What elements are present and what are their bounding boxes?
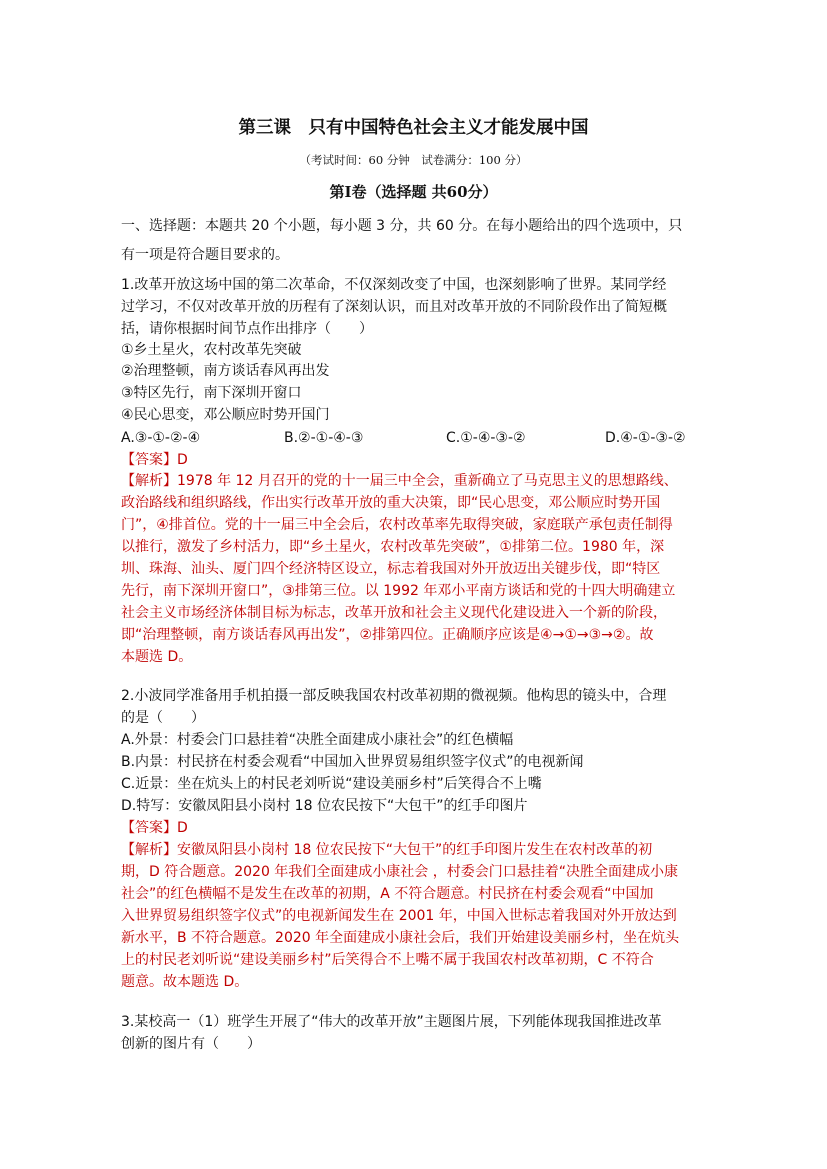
q2-analysis-line: 社会”的红色横幅不是发生在改革的初期，A 不符合题意。村民挤在村委会观看“中国加	[121, 886, 654, 902]
q1-analysis-line: 【解析】1978 年 12 月召开的党的十一届三中全会，重新确立了马克思主义的思想路线、	[121, 473, 678, 489]
q2-analysis-line: 【解析】安徽凤阳县小岗村 18 位农民按下“大包干”的红手印图片发生在农村改革的初	[121, 842, 653, 858]
q2-stem-line: 2.小波同学准备用手机拍摄一部反映我国农村改革初期的微视频。他构思的镜头中，合理	[121, 688, 667, 704]
q2-option-b: B.内景：村民挤在村委会观看“中国加入世界贸易组织签字仪式”的电视新闻	[121, 754, 584, 770]
q2-stem-line: 的是（ ）	[121, 710, 205, 726]
q1-analysis-line: 本题选 D。	[121, 649, 193, 665]
q1-option-b: B.②-①-④-③	[284, 430, 364, 446]
q1-stem-line: 1.改革开放这场中国的第二次革命，不仅深刻改变了中国，也深刻影响了世界。某同学经	[121, 277, 667, 293]
q1-option-d: D.④-①-③-②	[605, 430, 686, 446]
q3-stem-line: 创新的图片有（ ）	[121, 1036, 261, 1052]
q1-stem-line: 过学习，不仅对改革开放的历程有了深刻认识，而且对改革开放的不同阶段作出了简短概	[121, 299, 667, 315]
q1-answer: 【答案】D	[121, 452, 188, 468]
q1-item: ②治理整顿，南方谈话春风再出发	[121, 363, 330, 379]
q1-item: ③特区先行，南下深圳开窗口	[121, 385, 302, 401]
q1-item: ④民心思变，邓公顺应时势开国门	[121, 407, 330, 423]
q2-option-d: D.特写：安徽凤阳县小岗村 18 位农民按下“大包干”的红手印图片	[121, 798, 528, 814]
instruction-line: 有一项是符合题目要求的。	[121, 247, 289, 263]
q2-analysis-line: 上的村民老刘听说“建设美丽乡村”后笑得合不上嘴不属于我国农村改革初期，C 不符合	[121, 952, 654, 968]
q1-option-a: A.③-①-②-④	[121, 430, 201, 446]
q1-options	[121, 428, 701, 448]
q1-analysis-line: 以推行，激发了乡村活力，即“乡土星火，农村改革先突破”，①排第二位。1980 年，深	[121, 539, 665, 555]
q2-option-c: C.近景：坐在炕头上的村民老刘听说“建设美丽乡村”后笑得合不上嘴	[121, 776, 542, 792]
section-heading: 第Ⅰ卷（选择题 共60分）	[329, 183, 498, 201]
page-title: 第三课 只有中国特色社会主义才能发展中国	[238, 118, 589, 138]
q1-item: ①乡土星火，农村改革先突破	[121, 342, 302, 358]
instruction-line: 一、选择题：本题共 20 个小题，每小题 3 分，共 60 分。在每小题给出的四个选项中，只	[121, 218, 683, 234]
q2-analysis-line: 入世界贸易组织签字仪式”的电视新闻发生在 2001 年，中国入世标志着我国对外开放达到	[121, 908, 677, 924]
q1-analysis-line: 圳、珠海、汕头、厦门四个经济特区设立，标志着我国对外开放迈出关键步伐，即“特区	[121, 561, 661, 577]
q1-analysis-line: 即“治理整顿，南方谈话春风再出发”，②排第四位。正确顺序应该是④→①→③→②。故	[121, 627, 654, 643]
q2-analysis-line: 新水平，B 不符合题意。2020 年全面建成小康社会后，我们开始建设美丽乡村，坐在炕头	[121, 930, 680, 946]
q2-option-a: A.外景：村委会门口悬挂着“决胜全面建成小康社会”的红色横幅	[121, 732, 514, 748]
q3-stem-line: 3.某校高一（1）班学生开展了“伟大的改革开放”主题图片展，下列能体现我国推进改革	[121, 1014, 662, 1030]
q1-stem-line: 括，请你根据时间节点作出排序（ ）	[121, 321, 373, 337]
q2-answer: 【答案】D	[121, 820, 188, 836]
q1-analysis-line: 政治路线和组织路线，作出实行改革开放的重大决策，即“民心思变，邓公顺应时势开国	[121, 495, 661, 511]
exam-info: （考试时间：60 分钟 试卷满分：100 分）	[299, 153, 528, 167]
q1-option-c: C.①-④-③-②	[446, 430, 526, 446]
q2-analysis-line: 题意。故本题选 D。	[121, 974, 249, 990]
q1-analysis-line: 先行，南下深圳开窗口”，③排第三位。以 1992 年邓小平南方谈话和党的十四大明确建立	[121, 583, 676, 599]
q1-analysis-line: 社会主义市场经济体制目标为标志，改革开放和社会主义现代化建设进入一个新的阶段，	[121, 605, 667, 621]
q1-analysis-line: 门”，④排首位。党的十一届三中全会后，农村改革率先取得突破，家庭联产承包责任制得	[121, 517, 673, 533]
q2-analysis-line: 期，D 符合题意。2020 年我们全面建成小康社会 ，村委会门口悬挂着“决胜全面建成小康	[121, 864, 679, 880]
